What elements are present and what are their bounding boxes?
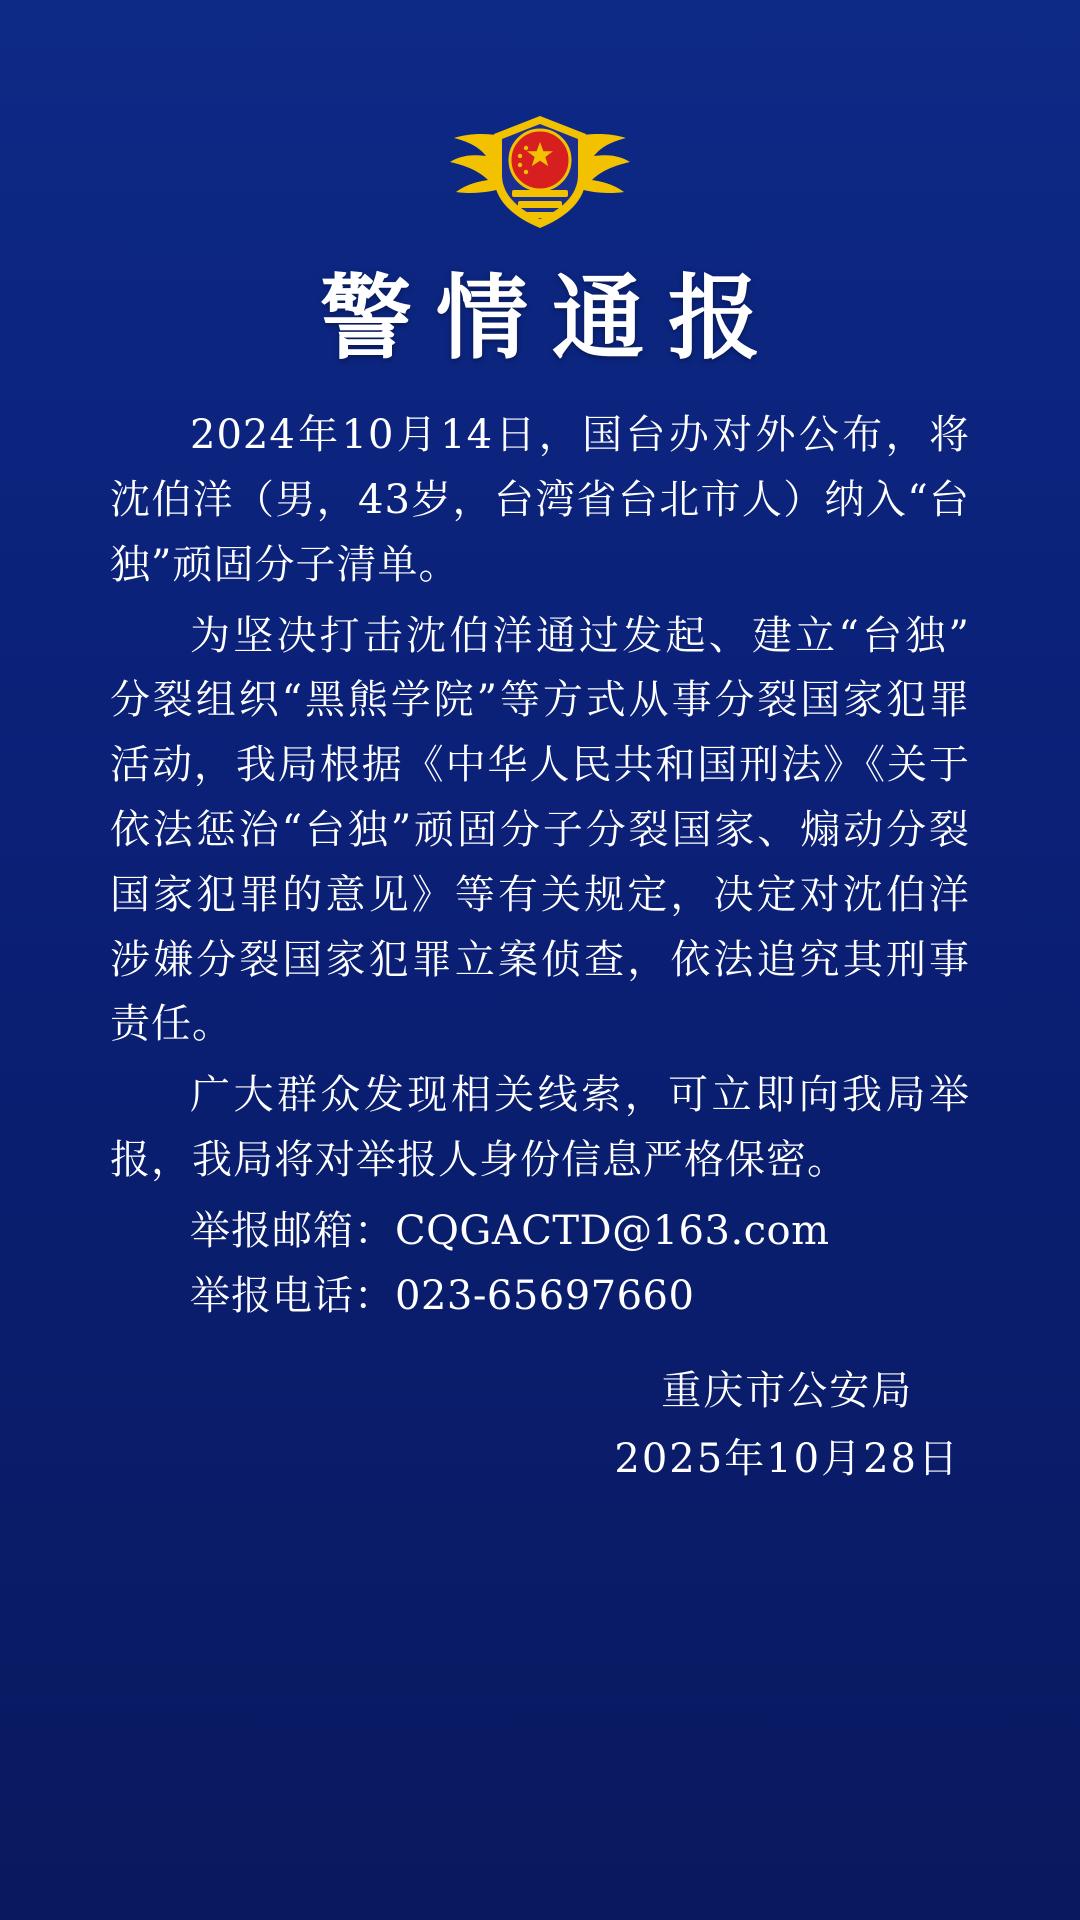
notice-body: [110, 403, 970, 1328]
report-email-label: 举报邮箱：: [190, 1207, 395, 1254]
report-phone-label: 举报电话：: [190, 1272, 395, 1319]
paragraph-3: 广大群众发现相关线索，可立即向我局举报，我局将对举报人身份信息严格保密。: [110, 1072, 970, 1183]
report-phone-value: 023-65697660: [395, 1272, 695, 1319]
paragraph-1: 2024年10月14日，国台办对外公布，将沈伯洋（男，43岁，台湾省台北市人）纳入“台独”顽固分子清单。: [110, 412, 970, 588]
issue-date: 2025年10月28日: [614, 1436, 960, 1482]
report-email-value: CQGACTD@163.com: [395, 1207, 830, 1254]
china-police-emblem-icon: [440, 72, 640, 242]
signature-block: [614, 1360, 970, 1490]
report-phone-line: [110, 1264, 970, 1329]
emblem-container: [110, 0, 970, 242]
issuing-organization: 重庆市公安局: [661, 1368, 914, 1414]
report-email-line: [110, 1199, 970, 1264]
paragraph-2: 为坚决打击沈伯洋通过发起、建立“台独”分裂组织“黑熊学院”等方式从事分裂国家犯罪活动，我局根据《中华人民共和国刑法》《关于依法惩治“台独”顽固分子分裂国家、煽动分裂国家犯罪的意见》等有关规定，决定对沈伯洋涉嫌分裂国家犯罪立案侦查，依法追究其刑事责任。: [110, 612, 970, 1048]
page-title: 警情通报: [319, 264, 784, 372]
